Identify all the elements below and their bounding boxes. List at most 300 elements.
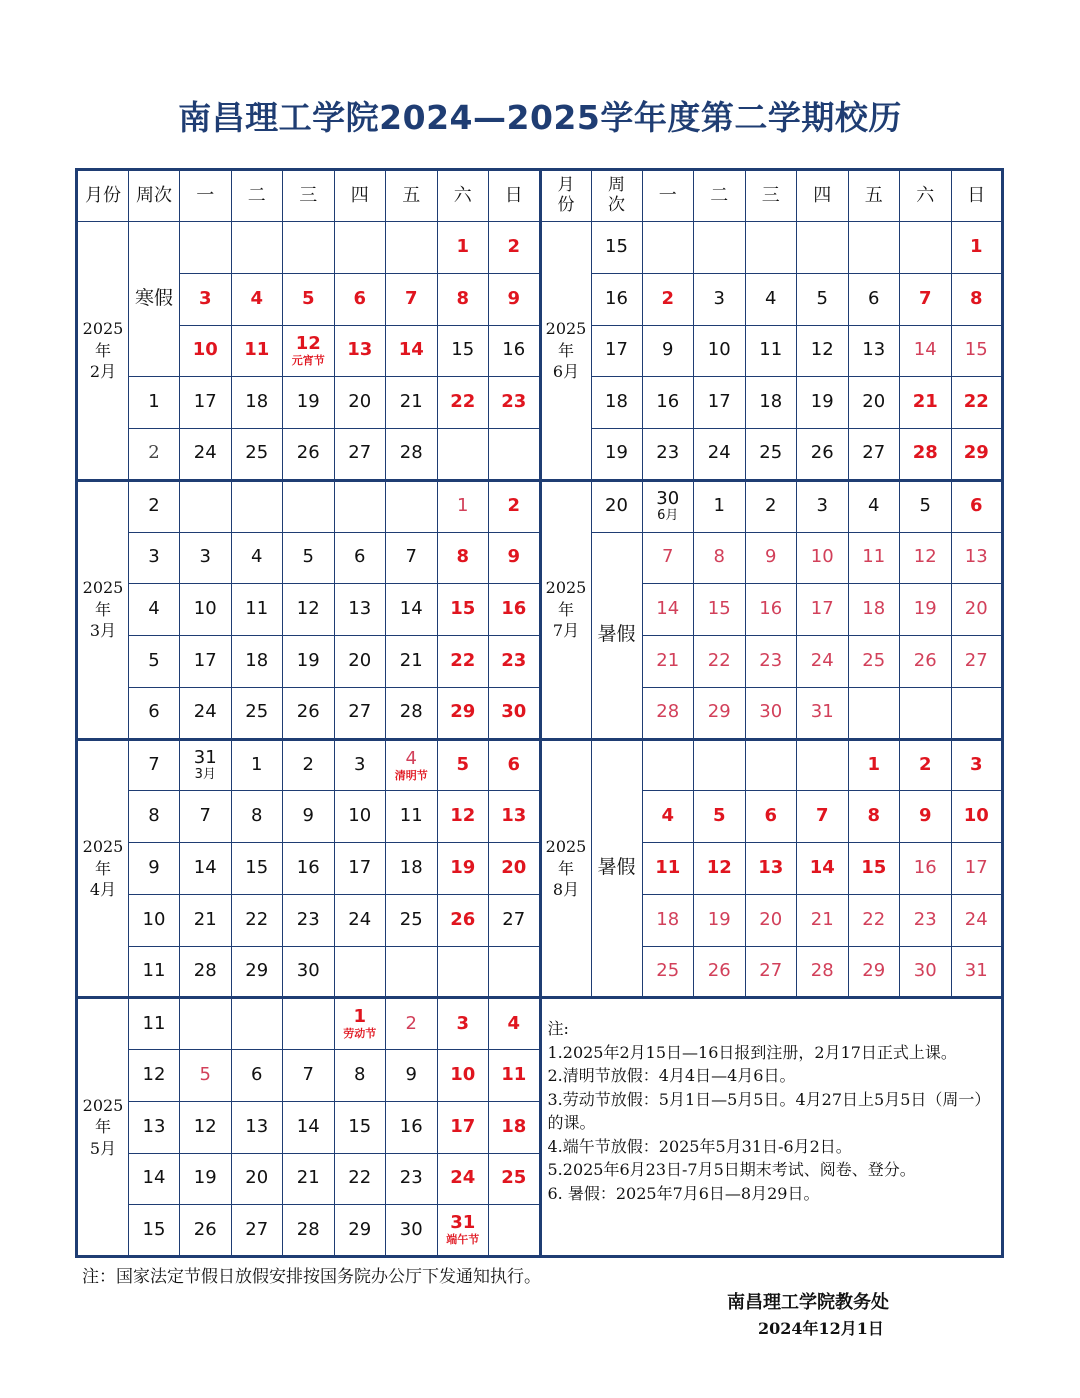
day-cell: [489, 843, 541, 895]
week-number: [129, 739, 180, 791]
calendar-row: [77, 584, 1003, 636]
week-number: [129, 480, 180, 532]
day-cell: [694, 532, 746, 584]
day-cell: [437, 687, 489, 739]
day-cell: [797, 946, 849, 998]
header-day: [334, 170, 386, 222]
day-number: 15: [450, 598, 476, 620]
day-cell: [231, 325, 283, 377]
day-cell: [437, 429, 489, 481]
day-number: 22: [963, 391, 989, 413]
day-cell: [283, 480, 335, 532]
day-number: 7: [918, 287, 932, 309]
week-number-text: 13: [142, 1115, 166, 1137]
header-day-label: 三: [761, 184, 780, 206]
week-number: [129, 429, 180, 481]
day-cell: [334, 894, 386, 946]
day-cell: [642, 222, 694, 274]
day-cell: [489, 894, 541, 946]
day-cell: [231, 636, 283, 688]
day-cell: [642, 636, 694, 688]
day-number: 26: [707, 959, 731, 981]
day-number: 1: [969, 235, 983, 257]
day-cell: [231, 843, 283, 895]
vacation-label: 寒假: [134, 287, 173, 310]
header-day: [900, 170, 952, 222]
day-number: 17: [193, 649, 217, 671]
day-cell: [283, 584, 335, 636]
day-cell: [642, 739, 694, 791]
calendar-row: [77, 532, 1003, 584]
day-cell: [797, 273, 849, 325]
day-cell: [745, 946, 797, 998]
week-number: [129, 843, 180, 895]
day-number: 27: [964, 649, 988, 671]
note-line: 6. 暑假：2025年7月6日—8月29日。: [547, 1183, 820, 1203]
day-number: 7: [662, 546, 674, 568]
week-number-text: 19: [605, 442, 628, 464]
day-cell: [386, 1101, 438, 1153]
day-number: 8: [354, 1063, 366, 1085]
day-number: 27: [502, 908, 526, 930]
header-month-label: 月份: [85, 184, 121, 206]
day-cell: [283, 325, 335, 377]
day-cell: [180, 687, 232, 739]
day-number: 20: [348, 649, 372, 671]
day-number: 4: [868, 495, 880, 517]
day-number: 28: [912, 442, 938, 464]
day-cell: [745, 325, 797, 377]
day-cell: [694, 946, 746, 998]
header-day-label: 六: [453, 184, 472, 206]
day-number: 5: [919, 495, 931, 517]
day-cell: [900, 687, 952, 739]
day-cell: [180, 636, 232, 688]
day-number: 2: [918, 753, 932, 775]
day-cell: [848, 480, 900, 532]
day-number: 25: [245, 701, 269, 723]
day-number: 15: [245, 856, 269, 878]
day-cell: [900, 739, 952, 791]
day-number: 20: [759, 908, 783, 930]
day-number: 6: [969, 495, 983, 517]
day-number: 12: [193, 1115, 217, 1137]
month-label: 2025 年 3月: [82, 578, 124, 641]
calendar-row: [77, 273, 1003, 325]
day-number: 25: [501, 1167, 527, 1189]
day-number: 26: [810, 442, 834, 464]
day-cell: [386, 946, 438, 998]
day-number: 5: [302, 546, 314, 568]
day-cell: [900, 377, 952, 429]
day-number: 30: [656, 488, 680, 510]
day-cell: [437, 273, 489, 325]
calendar-row: [77, 636, 1003, 688]
week-number: [129, 791, 180, 843]
qingming-festival-label: 清明节: [394, 768, 428, 782]
header-day-label: 日: [967, 184, 986, 206]
day-number: 18: [245, 391, 269, 413]
day-number: 21: [399, 391, 423, 413]
month-marker: 6月: [657, 508, 679, 524]
week-number-text: 6: [148, 701, 160, 723]
day-number: 9: [918, 805, 932, 827]
day-cell: [386, 791, 438, 843]
day-cell: [180, 791, 232, 843]
week-number-text: 10: [142, 908, 166, 930]
day-number: 27: [759, 959, 783, 981]
day-cell: [334, 791, 386, 843]
week-number-text: 11: [142, 959, 166, 981]
week-number: [129, 1101, 180, 1153]
header-day: [797, 170, 849, 222]
day-cell: [180, 1205, 232, 1257]
header-week-label: 周次: [136, 184, 172, 206]
week-number-text: 14: [142, 1167, 166, 1189]
day-cell: [386, 998, 438, 1050]
day-cell: [334, 325, 386, 377]
day-cell: [334, 636, 386, 688]
month-label-apr: [77, 739, 129, 998]
day-cell: [694, 584, 746, 636]
week-number: [129, 1153, 180, 1205]
day-cell: [797, 843, 849, 895]
day-cell: [642, 687, 694, 739]
day-number: 23: [913, 908, 937, 930]
day-cell: [642, 946, 694, 998]
day-number: 22: [450, 391, 476, 413]
day-cell: [231, 429, 283, 481]
day-number: 1: [867, 753, 881, 775]
note-line: 5.2025年6月23日-7月5日期末考试、阅卷、登分。: [547, 1160, 916, 1180]
day-number: 20: [501, 856, 527, 878]
day-cell: [642, 584, 694, 636]
day-number: 24: [964, 908, 988, 930]
day-number: 3: [199, 546, 211, 568]
day-number: 24: [707, 442, 731, 464]
day-number: 30: [399, 1218, 423, 1240]
day-cell: [180, 1101, 232, 1153]
day-number: 13: [347, 339, 373, 361]
day-cell: [437, 1101, 489, 1153]
labor-day-label: 劳动节: [343, 1027, 377, 1041]
day-number: 18: [759, 391, 783, 413]
calendar-row: [77, 843, 1003, 895]
day-cell: [951, 791, 1003, 843]
day-cell: [180, 946, 232, 998]
day-cell: [745, 377, 797, 429]
day-cell: [283, 843, 335, 895]
day-number: 26: [450, 908, 476, 930]
day-number: 6: [764, 805, 778, 827]
day-cell: [642, 532, 694, 584]
week-number-text: 2: [148, 495, 160, 517]
day-cell: [694, 222, 746, 274]
day-number: 31: [810, 701, 834, 723]
day-number: 28: [399, 442, 423, 464]
day-number: 14: [656, 598, 680, 620]
day-cell: [642, 429, 694, 481]
day-cell: [283, 636, 335, 688]
week-number-text: 8: [148, 805, 160, 827]
day-number: 23: [656, 442, 680, 464]
day-cell: [386, 1153, 438, 1205]
day-number: 15: [348, 1115, 372, 1137]
note-line: 2.清明节放假：4月4日—4月6日。: [547, 1066, 796, 1086]
day-number: 22: [707, 649, 731, 671]
day-number: 8: [713, 546, 725, 568]
day-number: 19: [810, 391, 834, 413]
winter-vacation-label: [129, 222, 180, 377]
summer-vacation-label: [591, 532, 642, 739]
day-cell: [797, 480, 849, 532]
day-cell: [180, 1050, 232, 1102]
day-number: 16: [399, 1115, 423, 1137]
day-cell: [797, 429, 849, 481]
day-number: 17: [348, 856, 372, 878]
calendar-row: [77, 946, 1003, 998]
day-cell: [797, 739, 849, 791]
day-number: 28: [656, 701, 680, 723]
day-cell: [848, 429, 900, 481]
day-number: 21: [296, 1167, 320, 1189]
day-number: 8: [251, 805, 263, 827]
vacation-label: 暑假: [597, 856, 636, 879]
day-cell: [334, 532, 386, 584]
week-number: [591, 429, 642, 481]
day-cell: [489, 584, 541, 636]
week-number: [591, 273, 642, 325]
day-number: 26: [296, 701, 320, 723]
day-number: 22: [862, 908, 886, 930]
day-cell: [797, 894, 849, 946]
day-cell: [437, 222, 489, 274]
day-number: 6: [354, 546, 366, 568]
day-cell: [437, 998, 489, 1050]
day-cell: [180, 584, 232, 636]
day-cell: [489, 377, 541, 429]
day-number: 28: [193, 959, 217, 981]
day-cell: [231, 584, 283, 636]
day-cell: [231, 1050, 283, 1102]
day-cell: [797, 636, 849, 688]
day-number: 19: [296, 391, 320, 413]
day-cell: [900, 636, 952, 688]
day-number: 3: [969, 753, 983, 775]
header-day-label: 一: [658, 184, 677, 206]
day-number: 23: [759, 649, 783, 671]
day-number: 3: [713, 287, 725, 309]
day-number: 13: [501, 805, 527, 827]
header-day: [231, 170, 283, 222]
day-number: 20: [348, 391, 372, 413]
day-cell: [334, 1050, 386, 1102]
day-number: 8: [456, 287, 470, 309]
day-number: 11: [759, 339, 783, 361]
day-cell: [231, 273, 283, 325]
week-number-text: 12: [142, 1063, 166, 1085]
day-number: 12: [295, 333, 321, 355]
day-cell: [231, 791, 283, 843]
week-number-text: 1: [148, 391, 160, 413]
day-number: 21: [912, 391, 938, 413]
week-number-text: 3: [148, 546, 160, 568]
day-number: 24: [193, 442, 217, 464]
day-number: 1: [713, 495, 725, 517]
day-number: 23: [399, 1167, 423, 1189]
day-number: 31: [193, 747, 217, 769]
day-number: 27: [862, 442, 886, 464]
day-cell: [745, 636, 797, 688]
day-cell: [694, 480, 746, 532]
day-number: 29: [707, 701, 731, 723]
day-cell: [489, 273, 541, 325]
day-number: 21: [399, 649, 423, 671]
header-day: [745, 170, 797, 222]
day-cell: [283, 532, 335, 584]
day-cell: [334, 739, 386, 791]
day-cell: [231, 894, 283, 946]
day-cell: [386, 377, 438, 429]
day-cell: [386, 1050, 438, 1102]
day-cell: [489, 222, 541, 274]
day-cell: [694, 791, 746, 843]
day-cell: [797, 687, 849, 739]
day-cell: [848, 636, 900, 688]
day-number: 17: [450, 1115, 476, 1137]
day-number: 4: [250, 287, 264, 309]
day-number: 9: [765, 546, 777, 568]
day-number: 17: [964, 856, 988, 878]
header-day: [283, 170, 335, 222]
day-cell: [283, 222, 335, 274]
note-line: 1.2025年2月15日—16日报到注册，2月17日正式上课。: [547, 1042, 957, 1062]
day-cell: [231, 1101, 283, 1153]
day-number: 28: [810, 959, 834, 981]
day-cell: [231, 1153, 283, 1205]
day-number: 25: [245, 442, 269, 464]
day-cell: [848, 946, 900, 998]
day-cell: [437, 791, 489, 843]
day-cell: [437, 843, 489, 895]
day-cell: [489, 791, 541, 843]
note-line: 注:: [547, 1019, 569, 1039]
day-number: 21: [656, 649, 680, 671]
day-cell: [386, 325, 438, 377]
day-cell: [334, 584, 386, 636]
day-cell: [848, 325, 900, 377]
day-cell: [283, 946, 335, 998]
day-cell: [745, 273, 797, 325]
day-number: 28: [399, 701, 423, 723]
day-cell: [745, 532, 797, 584]
issue-date: 2024年12月1日: [758, 1319, 884, 1338]
day-number: 16: [296, 856, 320, 878]
day-cell: [642, 894, 694, 946]
day-cell: [180, 325, 232, 377]
day-cell: [437, 739, 489, 791]
day-cell: [951, 687, 1003, 739]
day-number: 14: [296, 1115, 320, 1137]
day-cell: [951, 377, 1003, 429]
day-cell: [386, 1205, 438, 1257]
day-cell: [231, 998, 283, 1050]
day-number: 30: [913, 959, 937, 981]
day-number: 6: [251, 1063, 263, 1085]
month-label: 2025 年 8月: [545, 836, 587, 900]
day-cell: [437, 532, 489, 584]
day-number: 16: [501, 598, 527, 620]
week-number: [591, 222, 642, 274]
day-number: 26: [193, 1218, 217, 1240]
calendar-row: [77, 325, 1003, 377]
dragon-boat-festival-label: 端午节: [446, 1233, 480, 1247]
day-cell: [951, 273, 1003, 325]
day-cell: [797, 584, 849, 636]
day-cell: [951, 636, 1003, 688]
day-cell: [231, 377, 283, 429]
day-number: 3: [816, 495, 828, 517]
week-number-text: 20: [605, 495, 628, 517]
week-number: [129, 687, 180, 739]
day-number: 26: [296, 442, 320, 464]
day-cell: [283, 1101, 335, 1153]
day-cell: [334, 1205, 386, 1257]
day-cell: [334, 273, 386, 325]
day-number: 4: [405, 747, 417, 769]
day-number: 12: [450, 805, 476, 827]
day-cell: [386, 584, 438, 636]
day-number: 6: [507, 753, 521, 775]
month-label-may: [77, 998, 129, 1257]
day-cell: [745, 429, 797, 481]
day-cell: [694, 894, 746, 946]
day-cell: [642, 325, 694, 377]
calendar-row: [77, 739, 1003, 791]
day-cell: [951, 894, 1003, 946]
header-week: [129, 170, 180, 222]
week-number-text: 4: [148, 598, 160, 620]
day-number: 18: [245, 649, 269, 671]
day-cell: [283, 1153, 335, 1205]
day-number: 31: [450, 1212, 476, 1234]
day-number: 9: [507, 287, 521, 309]
day-number: 15: [964, 339, 988, 361]
day-cell: [848, 894, 900, 946]
day-cell: [334, 998, 386, 1050]
day-cell: [180, 843, 232, 895]
day-number: 23: [501, 649, 527, 671]
day-number: 25: [399, 908, 423, 930]
day-number: 2: [302, 753, 314, 775]
month-label: 2025 年 5月: [82, 1095, 124, 1158]
day-number: 12: [810, 339, 834, 361]
day-number: 5: [712, 805, 726, 827]
day-number: 10: [348, 805, 372, 827]
week-number: [591, 480, 642, 532]
day-cell: [694, 429, 746, 481]
calendar-row: [77, 222, 1003, 274]
header-day: [386, 170, 438, 222]
day-cell: [848, 584, 900, 636]
day-number: 13: [348, 598, 372, 620]
day-cell: [900, 843, 952, 895]
day-number: 13: [245, 1115, 269, 1137]
day-cell: [283, 377, 335, 429]
day-cell: [797, 532, 849, 584]
day-number: 10: [193, 598, 217, 620]
day-cell: [334, 946, 386, 998]
